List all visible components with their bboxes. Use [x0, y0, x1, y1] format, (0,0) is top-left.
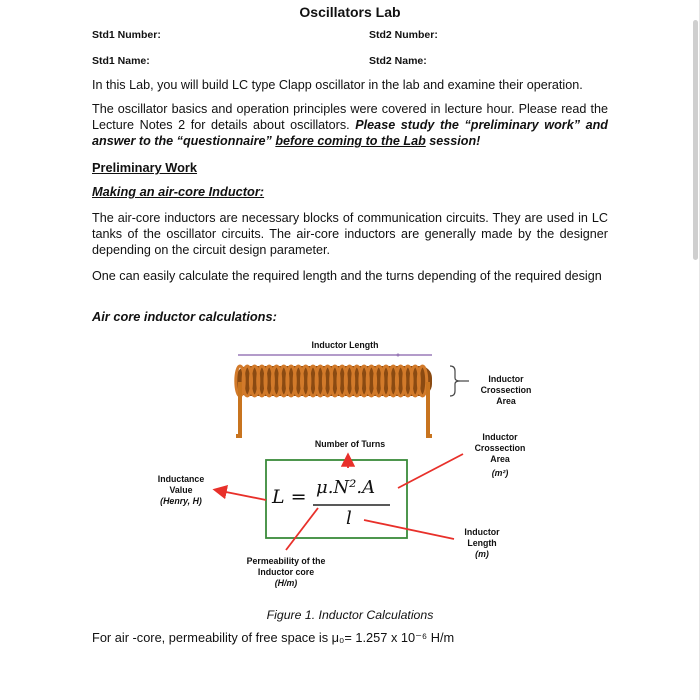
formula-denominator: l: [346, 508, 352, 529]
inductance-arrow: [216, 490, 266, 500]
formula-numerator: μ.N².A: [316, 477, 376, 498]
page-title: Oscillators Lab: [299, 4, 401, 20]
cross-area-top-line3: Area: [496, 396, 516, 406]
cross-area-mid-line2: Crossection: [474, 443, 526, 453]
inductor-length-unit: (m): [475, 549, 489, 559]
free-space-permeability: For air -core, permeability of free space is μ₀= 1.257 x 10⁻⁶ H/m: [92, 630, 455, 645]
inductance-line1: Inductance: [157, 474, 205, 484]
inductor-length-side-label: [456, 527, 508, 560]
intro-p2-emphasis: Please study the “preliminary work” and answer to the “questionnaire”: [92, 118, 608, 148]
length-arrow: [364, 520, 454, 539]
std2-name-label: Std2 Name:: [369, 55, 427, 67]
cross-area-top-line2: Crossection: [480, 385, 532, 395]
inductance-label: [146, 474, 216, 507]
cross-area-unit: (m²): [491, 468, 509, 478]
cross-area-mid-label: [466, 432, 534, 479]
cross-area-top-line1: Inductor: [488, 374, 524, 384]
number-of-turns-label: Number of Turns: [314, 439, 386, 449]
inductance-line2: Value: [169, 485, 193, 495]
inductor-length-line1: Inductor: [464, 527, 500, 537]
air-core-subheading: Making an air-core Inductor:: [92, 184, 265, 199]
prelim-paragraph-1: The air-core inductors are necessary blocks of communication circuits. They are used in LC tanks of the oscillator circuits. The air-core inductors are generally made by the designer depending on the circuit design parameter.: [92, 211, 608, 257]
cross-area-top-label: [472, 374, 540, 407]
preliminary-heading: Preliminary Work: [92, 160, 198, 175]
formula-lhs: L =: [272, 486, 307, 508]
intro-p2-end: session!: [425, 134, 481, 148]
prelim-paragraph-2: One can easily calculate the required length and the turns depending of the required design: [92, 269, 602, 283]
calc-heading: Air core inductor calculations:: [92, 309, 277, 324]
intro-p2-underlined: before coming to the Lab: [275, 134, 426, 148]
coil-right-lead: [428, 382, 432, 436]
inductor-length-label: Inductor Length: [311, 340, 379, 350]
std2-number-label: Std2 Number:: [369, 29, 438, 41]
permeability-arrow: [286, 508, 318, 550]
coil: [236, 366, 432, 396]
cross-area-mid-line1: Inductor: [482, 432, 518, 442]
permeability-line2: Inductor core: [257, 567, 315, 577]
length-line-dot: [397, 354, 400, 357]
permeability-unit: (H/m): [274, 578, 298, 588]
inductance-unit: (Henry, H): [160, 496, 202, 506]
std1-name-label: Std1 Name:: [92, 55, 150, 67]
permeability-label: [238, 556, 334, 589]
permeability-line1: Permeability of the: [246, 556, 326, 566]
cross-area-mid-line3: Area: [490, 454, 510, 464]
intro-p2-text: The oscillator basics and operation principles were covered in lecture hour. Please read the Lecture Notes 2 for details about oscillators.: [92, 102, 608, 132]
figure-caption: Figure 1. Inductor Calculations: [266, 608, 434, 622]
cross-area-brace: [450, 366, 460, 396]
intro-paragraph-1: In this Lab, you will build LC type Clapp oscillator in the lab and examine their operation.: [92, 78, 583, 92]
inductor-length-line2: Length: [467, 538, 497, 548]
std1-number-label: Std1 Number:: [92, 29, 161, 41]
